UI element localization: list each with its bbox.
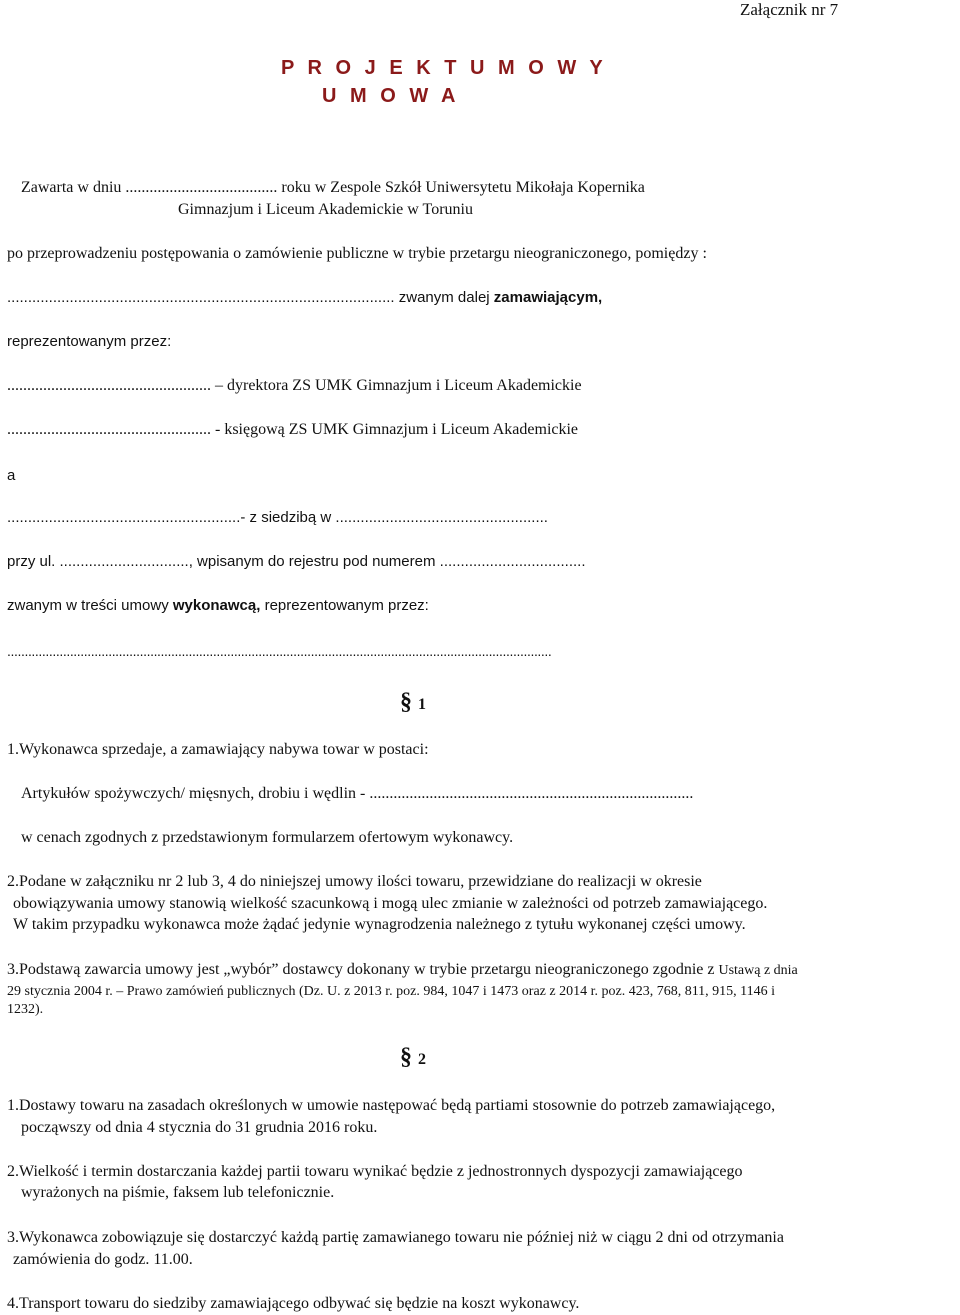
section-1-point-3-law-name: Ustawą z dnia xyxy=(718,963,798,978)
representative-director: ................................................... – dyrektora ZS UMK Gimnazjum i Liceum Akademickie xyxy=(7,377,582,394)
contractor-named-line xyxy=(7,596,429,616)
section-2-point-1-line-1: 1.Dostawy towaru na zasadach określonych w umowie następować będą partiami stosownie do potrzeb zamawiającego, xyxy=(7,1097,776,1114)
represented-by-label: reprezentowanym przez: xyxy=(7,333,172,350)
section-1-mark: § xyxy=(400,689,412,715)
intro-line-1: Zawarta w dniu ...................................... roku w Zespole Szkół Uniwersytetu Mikołaja Kopernika xyxy=(21,179,645,196)
section-1-point-1-goods: Artykułów spożywczych/ mięsnych, drobiu i wędlin - ................................................................................. xyxy=(21,785,694,802)
attachment-number: Załącznik nr 7 xyxy=(740,0,839,19)
contractor-named-pre: zwanym w treści umowy xyxy=(7,597,169,614)
section-2-point-3-line-2: zamówienia do godz. 11.00. xyxy=(13,1251,193,1268)
contracting-party-dots: ............................................................................................. zwanym dalej xyxy=(7,289,490,306)
contractor-representative: ............................................................................................................................................................ xyxy=(7,643,552,659)
contractor-street: przy ul. ..............................., wpisanym do rejestru pod numerem ................................... xyxy=(7,553,586,570)
section-1-point-3-line-1 xyxy=(7,960,798,981)
intro-line-2: Gimnazjum i Liceum Akademickie w Toruniu xyxy=(178,201,473,218)
contractor-role: wykonawcą, xyxy=(172,597,261,614)
contractor-named-post: reprezentowanym przez: xyxy=(264,597,429,614)
contracting-party-role: zamawiającym, xyxy=(493,289,603,306)
section-1-point-3-text: 3.Podstawą zawarcia umowy jest „wybór” dostawcy dokonany w trybie przetargu nieograniczonego zgodnie z xyxy=(7,961,715,978)
section-1-point-2-line-3: W takim przypadku wykonawca może żądać jedynie wynagrodzenia należnego z tytułu wykonanej części umowy. xyxy=(13,916,746,933)
section-2-mark: § xyxy=(400,1044,412,1070)
section-2-point-4: 4.Transport towaru do siedziby zamawiającego odbywać się będzie na koszt wykonawcy. xyxy=(7,1295,580,1312)
title-project: P R O J E K T U M O W Y xyxy=(281,57,607,79)
section-1-heading xyxy=(400,688,426,719)
section-1-point-1-prices: w cenach zgodnych z przedstawionym formularzem ofertowym wykonawcy. xyxy=(21,829,514,846)
section-2-point-2-line-2: wyrażonych na piśmie, faksem lub telefonicznie. xyxy=(21,1184,335,1201)
contracting-party-line xyxy=(7,288,602,308)
section-1-point-3-line-2: 29 stycznia 2004 r. – Prawo zamówień publicznych (Dz. U. z 2013 r. poz. 984, 1047 i 1473 oraz z 2014 r. poz. 423, 768, 811, 915, 1146 i xyxy=(7,984,776,999)
section-1-number: 1 xyxy=(418,696,426,713)
section-2-heading xyxy=(400,1043,426,1074)
section-2-point-1-line-2: począwszy od dnia 4 stycznia do 31 grudnia 2016 roku. xyxy=(21,1119,378,1136)
section-1-point-2-line-1: 2.Podane w załączniku nr 2 lub 3, 4 do niniejszej umowy ilości towaru, przewidziane do realizacji w okresie xyxy=(7,873,702,890)
section-2-point-3-line-1: 3.Wykonawca zobowiązuje się dostarczyć każdą partię zamawianego towaru nie później niż w ciągu 2 dni od otrzymania xyxy=(7,1229,784,1246)
intro-line-3: po przeprowadzeniu postępowania o zamówienie publiczne w trybie przetargu nieograniczonego, pomiędzy : xyxy=(7,245,707,262)
section-2-point-2-line-1: 2.Wielkość i termin dostarczania każdej partii towaru wynikać będzie z jednostronnych dyspozycji zamawiającego xyxy=(7,1163,743,1180)
title-agreement: U M O W A xyxy=(322,85,460,107)
section-2-number: 2 xyxy=(418,1051,426,1068)
representative-accountant: ................................................... - księgową ZS UMK Gimnazjum i Liceum Akademickie xyxy=(7,421,579,438)
contractor-seat: ........................................................- z siedzibą w ................................................... xyxy=(7,509,548,526)
section-1-point-1: 1.Wykonawca sprzedaje, a zamawiający nabywa towar w postaci: xyxy=(7,741,429,758)
conjunction: a xyxy=(7,467,16,484)
section-1-point-3-line-3: 1232). xyxy=(7,1002,44,1017)
section-1-point-2-line-2: obowiązywania umowy stanowią wielkość szacunkową i mogą ulec zmianie w zależności od potrzeb zamawiającego. xyxy=(13,895,768,912)
